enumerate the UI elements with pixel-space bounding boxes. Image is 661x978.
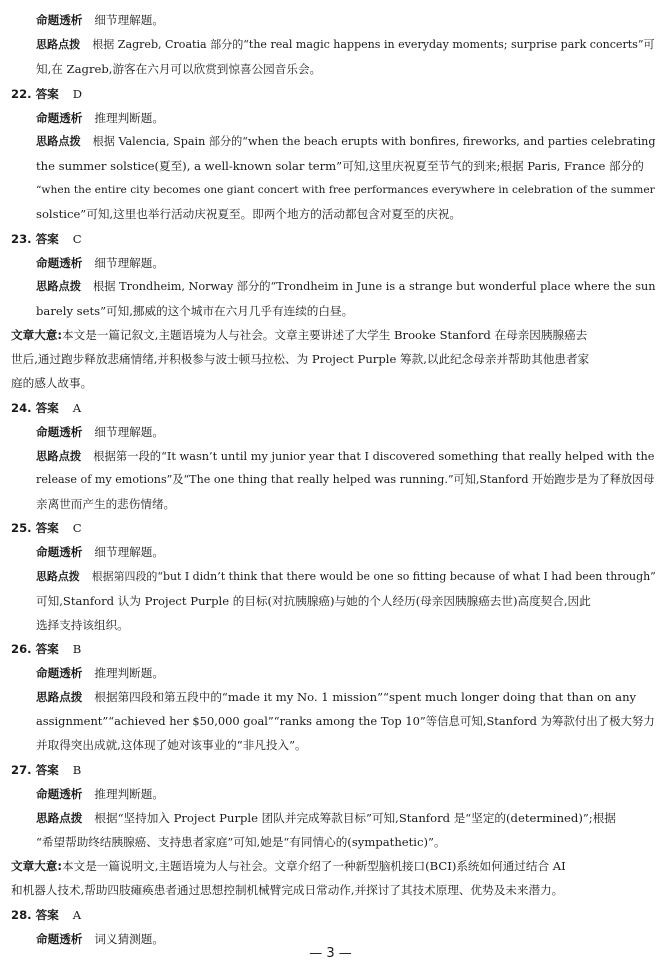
explanation-line [36,424,164,440]
line-text: “希望帮助终结胰腺癌、支持患者家庭”可知,她是“有同情心的(sympathetic)”。 [36,835,446,849]
answer-value: A [72,401,82,415]
explanation-line [36,61,321,77]
section-label: 命题透析 [36,545,83,559]
answer-label: 28. 答案 [11,908,59,922]
line-text: 细节理解题。 [94,545,164,559]
explanation-line [11,351,589,367]
answer-value: B [72,763,82,777]
explanation-line [36,110,164,126]
explanation-line [36,569,656,585]
line-text: 和机器人技术,帮助四肢瘫痪患者通过思想控制机械臂完成日常动作,并探讨了其技术原理、优势及未来潜力。 [11,883,564,897]
explanation-line [36,158,644,174]
line-text: 细节理解题。 [94,425,164,439]
answer-value: C [72,232,82,246]
section-label: 命题透析 [36,666,83,680]
page-number: — 3 — [309,946,352,961]
line-text: 根据 Zagreb, Croatia 部分的“the real magic happens in everyday moments; surprise park concerts”可 [92,38,655,51]
line-text: 并取得突出成就,这体现了她对该事业的“非凡投入”。 [36,738,307,752]
explanation-line [36,496,175,512]
line-text: 可知,Stanford 认为 Project Purple 的目标(对抗胰腺癌)与她的个人经历(母亲因胰腺癌去世)高度契合,因此 [36,594,591,608]
line-text: 选择支持该组织。 [36,618,129,632]
line-text: 推理判断题。 [94,666,164,680]
line-text: solstice”可知,这里也举行活动庆祝夏至。即两个地方的活动都包含对夏至的庆祝。 [36,207,461,221]
explanation-line [36,279,656,295]
answer-line [11,641,81,657]
explanation-line [11,375,92,391]
explanation-line [36,448,654,464]
line-text: the summer solstice(夏至), a well-known solar term”可知,这里庆祝夏至节气的到来;根据 Paris, France 部分的 [36,159,644,173]
line-text: barely sets”可知,挪威的这个城市在六月几乎有连续的白昼。 [36,304,354,318]
explanation-line [36,472,654,488]
explanation-line [11,882,563,898]
explanation-line [36,786,164,802]
explanation-line [36,810,616,826]
answer-line [11,231,82,247]
line-text: 本文是一篇记叙文,主题语境为人与社会。文章主要讲述了大学生 Brooke Stanford 在母亲因胰腺癌去 [62,328,588,342]
explanation-line [36,617,129,633]
explanation-line [36,834,446,850]
summary-label: 文章大意: [11,328,63,342]
section-label: 命题透析 [36,111,83,125]
section-label: 思路点拨 [36,570,80,583]
line-text: 推理判断题。 [94,787,164,801]
line-text: 根据“坚持加入 Project Purple 团队并完成筹款目标”可知,Stanford 是“坚定的(determined)”;根据 [94,811,616,825]
section-label: 命题透析 [36,425,83,439]
line-text: “when the entire city becomes one giant concert with free performances everywhere in celebration of the summer [36,183,655,196]
line-text: 细节理解题。 [94,256,164,270]
explanation-line [36,593,591,609]
section-label: 思路点拨 [36,280,82,293]
explanation-line [36,303,353,319]
answer-label: 24. 答案 [11,401,59,415]
answer-line [11,400,81,416]
line-text: 细节理解题。 [94,13,164,27]
section-label: 命题透析 [36,787,83,801]
explanation-line [36,12,164,28]
answer-line [11,762,81,778]
answer-value: C [72,521,82,535]
section-label: 思路点拨 [36,449,82,463]
line-text: 亲离世而产生的悲伤情绪。 [36,497,176,511]
section-label: 思路点拨 [36,690,83,704]
section-label: 命题透析 [36,13,83,27]
line-text: 庭的感人故事。 [11,376,93,390]
explanation-line [36,134,656,150]
explanation-line [36,737,307,753]
section-label: 思路点拨 [36,135,81,148]
line-text: assignment”“achieved her $50,000 goal”“ranks among the Top 10”等信息可知,Stanford 为筹款付出了极大努力 [36,714,655,728]
line-text: 推理判断题。 [94,111,164,125]
answer-label: 22. 答案 [11,87,59,101]
summary-label: 文章大意: [11,859,63,873]
answer-line [11,86,82,102]
explanation-line [36,665,164,681]
explanation-line [36,206,461,222]
section-label: 思路点拨 [36,811,83,825]
line-text: 根据 Valencia, Spain 部分的“when the beach erupts with bonfires, fireworks, and parties celebrating [92,135,656,148]
line-text: 根据第四段的“but I didn’t think that there would be one so fitting because of what I had been through” [91,570,656,583]
section-label: 思路点拨 [36,38,81,51]
answer-value: D [72,87,83,101]
line-text: 知,在 Zagreb,游客在六月可以欣赏到惊喜公园音乐会。 [36,62,322,76]
line-text: 本文是一篇说明文,主题语境为人与社会。文章介绍了一种新型脑机接口(BCI)系统如何通过结合 AI [62,859,566,873]
explanation-line [36,37,655,53]
answer-label: 23. 答案 [11,232,59,246]
section-label: 命题透析 [36,256,83,270]
answer-value: A [72,908,82,922]
line-text: 根据第四段和第五段中的“made it my No. 1 mission”“spent much longer doing that than on any [94,690,637,704]
explanation-line [36,713,655,729]
answer-label: 27. 答案 [11,763,59,777]
line-text: 世后,通过跑步释放悲痛情绪,并积极参与波士顿马拉松、为 Project Purple 筹款,以此纪念母亲并帮助其他患者家 [11,352,590,366]
explanation-line [36,689,636,705]
line-text: 词义猜测题。 [94,932,164,946]
explanation-line [36,931,164,947]
explanation-line [36,255,164,271]
answer-line [11,907,81,923]
line-text: release of my emotions”及“The one thing that really helped was running.”可知,Stanford 开始跑步是为了释放因母 [36,473,655,486]
answer-label: 26. 答案 [11,642,59,656]
explanation-line [36,182,655,198]
answer-label: 25. 答案 [11,521,59,535]
line-text: 根据第一段的“It wasn’t until my junior year that I discovered something that really helped with the [93,449,655,463]
summary-line [11,327,587,343]
line-text: 根据 Trondheim, Norway 部分的“Trondheim in June is a strange but wonderful place where the sun [93,280,656,293]
section-label: 命题透析 [36,932,83,946]
explanation-line [36,544,164,560]
answer-line [11,520,82,536]
answer-value: B [72,642,82,656]
summary-line [11,858,566,874]
